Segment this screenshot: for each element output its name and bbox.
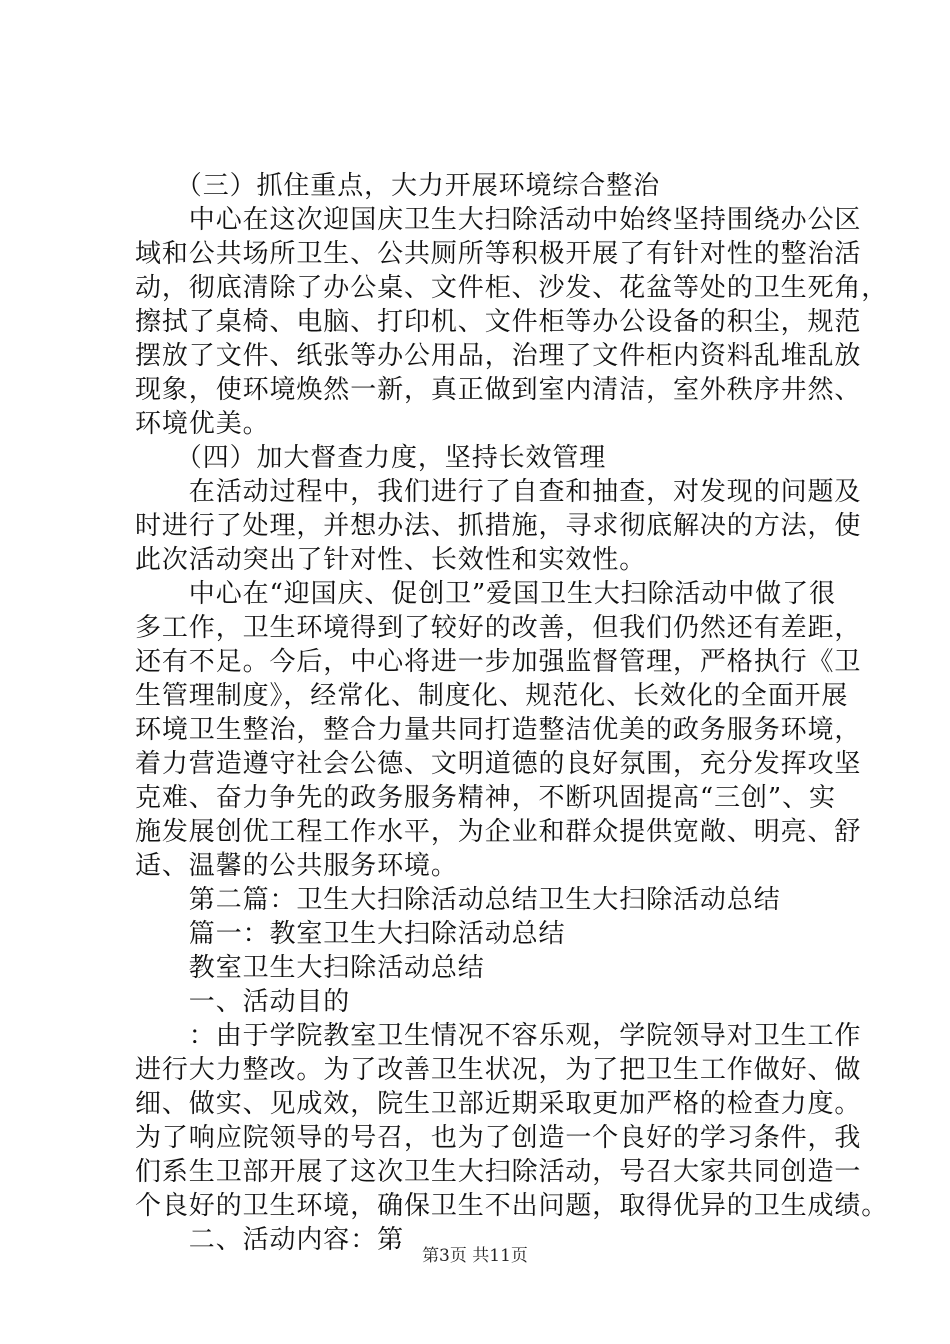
text-line: 适、温馨的公共服务环境。 (135, 851, 458, 881)
text-line: 时进行了处理，并想办法、抓措施，寻求彻底解决的方法，使 (135, 511, 862, 541)
text-line: 为了响应院领导的号召，也为了创造一个良好的学习条件，我 (135, 1123, 862, 1153)
text-line: 们系生卫部开展了这次卫生大扫除活动，号召大家共同创造一 (135, 1157, 862, 1187)
text-line: 域和公共场所卫生、公共厕所等积极开展了有针对性的整治活 (135, 239, 862, 269)
text-line: 中心在这次迎国庆卫生大扫除活动中始终坚持围绕办公区 (135, 205, 862, 235)
text-line: 细、做实、见成效，院生卫部近期采取更加严格的检查力度。 (135, 1089, 862, 1119)
text-line: 教室卫生大扫除活动总结 (135, 953, 485, 983)
text-line: ：由于学院教室卫生情况不容乐观，学院领导对卫生工作 (135, 1021, 862, 1051)
text-line: 多工作，卫生环境得到了较好的改善，但我们仍然还有差距， (135, 613, 862, 643)
text-line: 个良好的卫生环境，确保卫生不出问题，取得优异的卫生成绩。 (135, 1191, 889, 1221)
text-line: 擦拭了桌椅、电脑、打印机、文件柜等办公设备的积尘，规范 (135, 307, 862, 337)
text-line: （四）加大督查力度，坚持长效管理 (135, 443, 607, 473)
text-line: 摆放了文件、纸张等办公用品，治理了文件柜内资料乱堆乱放 (135, 341, 862, 371)
text-line: 此次活动突出了针对性、长效性和实效性。 (135, 545, 647, 575)
text-line: 二、活动内容：第 (135, 1225, 405, 1255)
text-line: （三）抓住重点，大力开展环境综合整治 (135, 171, 661, 201)
text-line: 进行大力整改。为了改善卫生状况，为了把卫生工作做好、做 (135, 1055, 862, 1085)
text-line: 动，彻底清除了办公桌、文件柜、沙发、花盆等处的卫生死角， (135, 273, 889, 303)
text-line: 生管理制度》，经常化、制度化、规范化、长效化的全面开展 (135, 681, 849, 711)
text-line: 还有不足。今后，中心将进一步加强监督管理，严格执行《卫 (135, 647, 862, 677)
text-line: 现象，使环境焕然一新，真正做到室内清洁，室外秩序井然、 (135, 375, 862, 405)
text-line: 环境优美。 (135, 409, 270, 439)
text-line: 环境卫生整治，整合力量共同打造整洁优美的政务服务环境， (135, 715, 862, 745)
text-line: 篇一：教室卫生大扫除活动总结 (135, 919, 566, 949)
text-line: 第二篇：卫生大扫除活动总结卫生大扫除活动总结 (135, 885, 781, 915)
text-line: 施发展创优工程工作水平，为企业和群众提供宽敞、明亮、舒 (135, 817, 862, 847)
text-line: 中心在“迎国庆、促创卫”爱国卫生大扫除活动中做了很 (135, 579, 836, 609)
text-line: 在活动过程中，我们进行了自查和抽查，对发现的问题及 (135, 477, 862, 507)
text-line: 一、活动目的 (135, 987, 351, 1017)
text-line: 着力营造遵守社会公德、文明道德的良好氛围，充分发挥攻坚 (135, 749, 862, 779)
text-line: 克难、奋力争先的政务服务精神，不断巩固提高“三创”、实 (135, 783, 836, 813)
page-footer: 第3页 共11页 (422, 1246, 528, 1266)
